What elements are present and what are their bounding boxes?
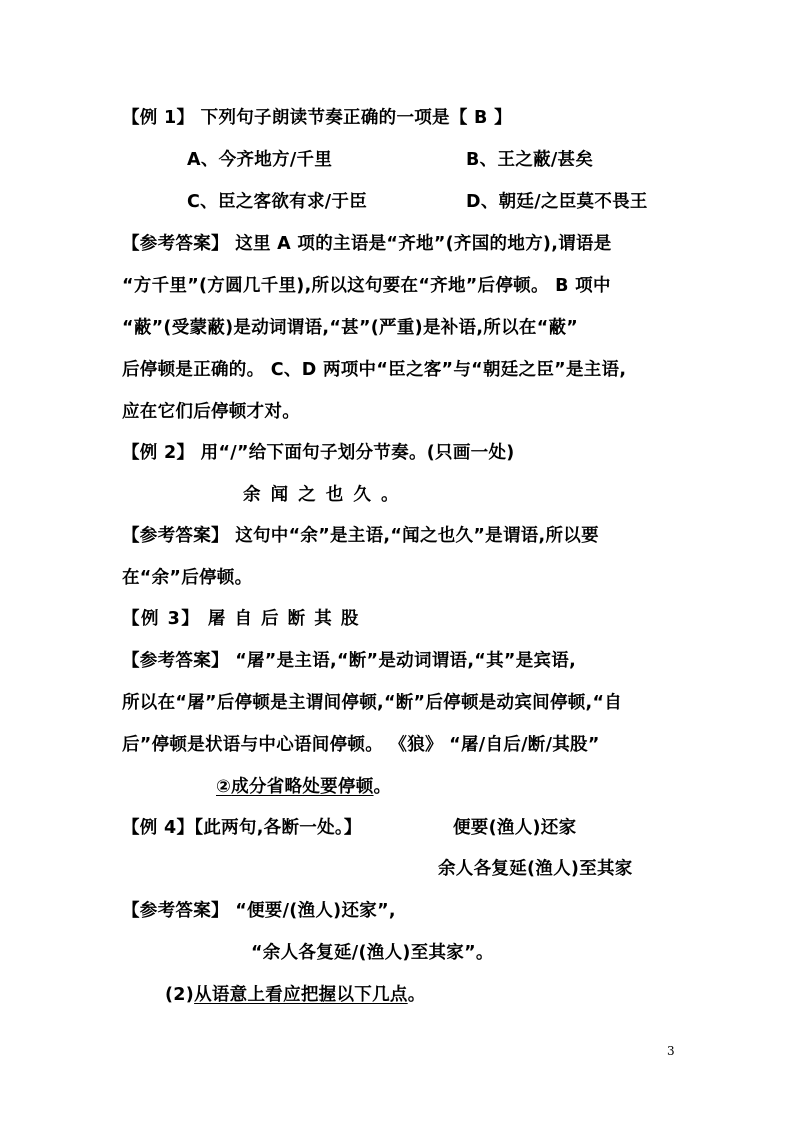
example-3-answer-line-1: 【参考答案】 “屠”是主语,“断”是动词谓语,“其”是宾语, [122,651,577,671]
page-number: 3 [667,1044,675,1058]
point-2-heading [216,775,391,799]
example-1-answer-line-2: “方千里”(方圆几千里),所以这句要在“齐地”后停顿。 B 项中 [122,276,611,296]
example-3-answer-line-3: 后”停顿是状语与中心语间停顿。 《狼》 “屠/自后/断/其股” [122,735,600,755]
option-c: C、臣之客欲有求/于臣 [187,192,368,212]
example-1-answer-line-5: 应在它们后停顿才对。 [122,402,300,422]
example-2-answer-line-1: 【参考答案】 这句中“余”是主语,“闻之也久”是谓语,所以要 [122,526,599,546]
example-4-answer-line-1: 【参考答案】 “便要/(渔人)还家”, [122,901,396,921]
example-1-answer-line-1: 【参考答案】 这里 A 项的主语是“齐地”(齐国的地方),谓语是 [122,234,612,254]
example-1-answer-line-4: 后停顿是正确的。 C、D 两项中“臣之客”与“朝廷之臣”是主语, [122,360,627,380]
option-d: D、朝廷/之臣莫不畏王 [466,192,648,212]
example-3-answer-line-2: 所以在“屠”后停顿是主谓间停顿,“断”后停顿是动宾间停顿,“自 [122,693,623,713]
example-4-sentence-2: 余人各复延(渔人)至其家 [438,859,633,879]
example-2-answer-line-2: 在“余”后停顿。 [122,568,253,588]
example-2-sentence: 余 闻 之 也 久 。 [243,485,401,505]
section-2-heading [165,983,426,1007]
example-4-answer-line-2: “余人各复延/(渔人)至其家”。 [251,943,494,963]
option-b: B、王之蔽/甚矣 [466,150,594,170]
point-2-end: 。 [373,777,392,797]
example-4-question: 【例 4】【此两句,各断一处。】 [122,818,362,838]
section-2-text: 从语意上看应把握以下几点 [194,985,408,1005]
point-2-text: 成分省略处要停顿 [231,777,374,797]
section-2-end: 。 [407,985,426,1005]
example-3-question: 【例 3】 屠 自 后 断 其 股 [122,609,360,629]
option-a: A、今齐地方/千里 [187,150,333,170]
example-4-sentence-1: 便要(渔人)还家 [453,818,577,838]
point-2-number: ② [216,777,232,797]
example-1-question: 【例 1】 下列句子朗读节奏正确的一项是【 B 】 [122,108,512,128]
example-1-answer-line-3: “蔽”(受蒙蔽)是动词谓语,“甚”(严重)是补语,所以在“蔽” [122,318,579,338]
example-2-question: 【例 2】 用“/”给下面句子划分节奏。(只画一处) [122,443,515,463]
section-2-number: (2) [165,985,195,1005]
